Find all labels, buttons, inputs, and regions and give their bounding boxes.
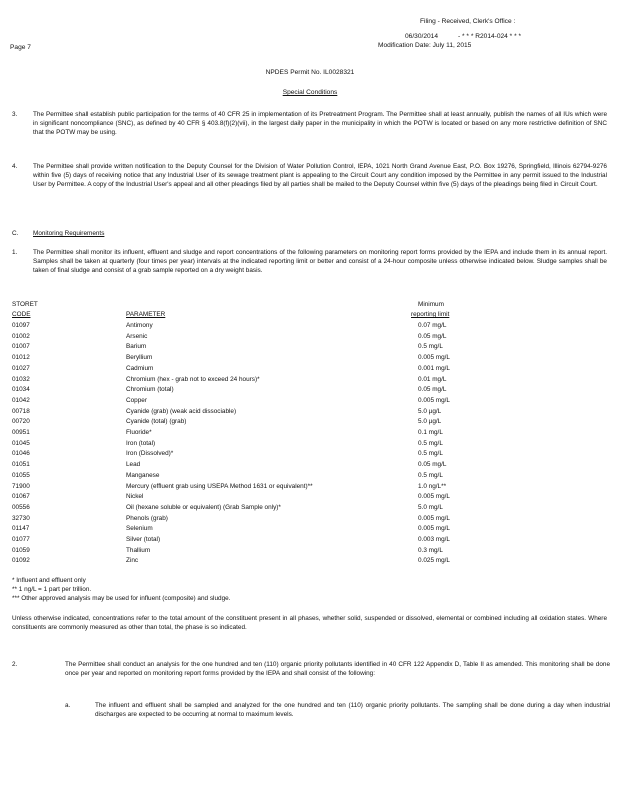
parameter-name: Fluoride*: [126, 429, 152, 436]
parameter-name: Cadmium: [126, 364, 154, 372]
table-row: [0, 482, 620, 491]
storet-code: 01042: [12, 396, 30, 404]
stamp-id: - * * * R2014-024 * * *: [458, 33, 522, 40]
parameter-name: Zinc: [126, 557, 139, 565]
header-parameter: PARAMETER: [126, 311, 166, 318]
storet-code: 00720: [12, 418, 30, 426]
subparagraph-letter: a.: [65, 702, 71, 709]
reporting-limit: 0.05 mg/L: [418, 386, 447, 394]
storet-code: 01077: [12, 536, 30, 543]
parameter-name: Iron (total): [126, 439, 156, 447]
storet-code: 01045: [12, 439, 30, 447]
table-row: [0, 514, 620, 523]
storet-code: 01046: [12, 450, 30, 458]
storet-code: 00718: [12, 407, 30, 415]
storet-code: 01051: [12, 461, 30, 469]
table-row: [0, 556, 620, 565]
filing-stamp: Filing - Received, Clerk's Office :: [420, 18, 516, 25]
footnote: * Influent and effluent only: [12, 577, 86, 584]
storet-code: 00951: [12, 429, 30, 436]
parameter-name: Chromium (total): [126, 386, 174, 394]
header-storet: STORET: [12, 301, 38, 308]
storet-code: 01034: [12, 386, 30, 394]
reporting-limit: 1.0 ng/L**: [418, 482, 447, 490]
table-row: [0, 460, 620, 469]
subparagraph-a: The influent and effluent shall be sampled and analyzed for the one hundred and ten (110) organic priority pollutants. The sampling shall be done during a day when industrial discharges are expected to be occurring at normal to maximum levels.: [95, 702, 610, 719]
page-number: Page 7: [10, 44, 31, 51]
table-row: [0, 471, 620, 480]
table-row: [0, 407, 620, 416]
table-row: [0, 428, 620, 437]
paragraph-number: 3.: [12, 111, 18, 118]
storet-code: 01055: [12, 471, 30, 479]
header-reporting-limit: reporting limit: [411, 311, 450, 318]
reporting-limit: 0.3 mg/L: [418, 546, 443, 554]
parameter-name: Silver (total): [126, 536, 161, 543]
reporting-limit: 0.005 mg/L: [418, 354, 450, 362]
parameter-name: Antimony: [126, 322, 153, 329]
parameter-name: Mercury (effluent grab using USEPA Method 1631 or equivalent)**: [126, 482, 313, 490]
storet-code: 01092: [12, 557, 30, 565]
reporting-limit: 5.0 µg/L: [418, 407, 442, 415]
section-letter: C.: [12, 230, 19, 237]
reporting-limit: 0.5 mg/L: [418, 343, 443, 351]
reporting-limit: 0.5 mg/L: [418, 450, 443, 458]
reporting-limit: 0.07 mg/L: [418, 322, 447, 329]
parameter-name: Copper: [126, 396, 147, 404]
table-row: [0, 492, 620, 501]
parameter-name: Oil (hexane soluble or equivalent) (Grab Sample only)*: [126, 503, 281, 511]
storet-code: 32730: [12, 514, 30, 522]
reporting-limit: 0.003 mg/L: [418, 536, 450, 543]
reporting-limit: 0.1 mg/L: [418, 429, 443, 436]
reporting-limit: 0.5 mg/L: [418, 471, 443, 479]
parameter-name: Nickel: [126, 493, 144, 501]
parameter-name: Phenols (grab): [126, 514, 168, 522]
footnote: ** 1 ng/L = 1 part per trillion.: [12, 586, 92, 593]
reporting-limit: 0.005 mg/L: [418, 525, 450, 533]
table-row: [0, 385, 620, 394]
table-row: [0, 546, 620, 555]
table-row: [0, 449, 620, 458]
reporting-limit: 0.005 mg/L: [418, 493, 450, 501]
reporting-limit: 0.005 mg/L: [418, 396, 450, 404]
parameter-name: Chromium (hex - grab not to exceed 24 hours)*: [126, 375, 260, 383]
table-row: [0, 364, 620, 373]
paragraph-number: 1.: [12, 249, 18, 256]
paragraph-number: 2.: [12, 661, 18, 668]
reporting-limit: 5.0 mg/L: [418, 503, 443, 511]
table-row: [0, 524, 620, 533]
concentration-note: Unless otherwise indicated, concentrations refer to the total amount of the constituent present in all phases, whether solid, suspended or dissolved, elemental or combined including all oxidation states. Where constituents are commonly measured as other than total, the phase is so indicated.: [12, 615, 607, 632]
storet-code: 01007: [12, 343, 30, 351]
storet-code: 71900: [12, 482, 30, 490]
reporting-limit: 0.01 mg/L: [418, 375, 447, 383]
reporting-limit: 0.001 mg/L: [418, 364, 450, 372]
table-row: [0, 503, 620, 512]
table-row: [0, 439, 620, 448]
parameter-name: Iron (Dissolved)*: [126, 450, 174, 458]
header-minimum: Minimum: [418, 301, 444, 308]
storet-code: 01002: [12, 332, 30, 340]
parameter-name: Cyanide (total) (grab): [126, 418, 187, 426]
reporting-limit: 0.05 mg/L: [418, 332, 447, 340]
storet-code: 01097: [12, 322, 30, 329]
parameter-name: Beryllium: [126, 354, 153, 362]
special-conditions-title: Special Conditions: [282, 89, 338, 96]
storet-code: 01059: [12, 546, 30, 554]
reporting-limit: 5.0 µg/L: [418, 418, 442, 426]
storet-code: 01147: [12, 525, 30, 533]
storet-code: 01032: [12, 375, 30, 383]
parameter-name: Lead: [126, 461, 141, 469]
paragraph-4: The Permittee shall provide written notification to the Deputy Counsel for the Division of Water Pollution Control, IEPA, 1021 North Grand Avenue East, P.O. Box 19276, Springfield, Illinois 62794-9276 within five (5) days of receiving notice that any Industrial User of its sewage treatment plant is appealing to the Circuit Court any condition imposed by the Permittee in any permit issued to the Industrial User by Permittee. A copy of the Industrial User's appeal and all other pleadings filed by all parties shall be mailed to the Deputy Counsel within five (5) days of the pleadings being filed in Circuit Court.: [33, 163, 607, 189]
table-row: [0, 353, 620, 362]
parameter-name: Manganese: [126, 471, 160, 479]
footnote: *** Other approved analysis may be used for influent (composite) and sludge.: [12, 595, 231, 602]
parameter-name: Thallium: [126, 546, 151, 554]
table-row: [0, 396, 620, 405]
reporting-limit: 0.05 mg/L: [418, 461, 447, 469]
modification-date: Modification Date: July 11, 2015: [378, 42, 472, 49]
parameter-name: Cyanide (grab) (weak acid dissociable): [126, 407, 237, 415]
storet-code: 01012: [12, 354, 30, 362]
storet-code: 01067: [12, 493, 30, 501]
storet-code: 00556: [12, 503, 30, 511]
table-row: [0, 535, 620, 544]
table-row: [0, 321, 620, 330]
reporting-limit: 0.5 mg/L: [418, 439, 443, 447]
header-code: CODE: [12, 311, 31, 318]
paragraph-1: The Permittee shall monitor its influent, effluent and sludge and report concentrations of the following parameters on monitoring report forms provided by the IEPA and include them in its annual report. Samples shall be taken at quarterly (four times per year) intervals at the indicated reporting limit or better and consist of a 24-hour composite unless otherwise indicated below. Sludge samples shall be taken of final sludge and consist of a grab sample reported on a dry weight basis.: [33, 249, 607, 275]
parameter-name: Barium: [126, 343, 147, 351]
table-row: [0, 332, 620, 341]
paragraph-number: 4.: [12, 163, 18, 170]
permit-number: NPDES Permit No. IL0028321: [265, 69, 355, 76]
stamp-date: 06/30/2014: [405, 33, 439, 40]
parameter-name: Selenium: [126, 525, 153, 533]
table-row: [0, 375, 620, 384]
parameter-name: Arsenic: [126, 332, 148, 340]
reporting-limit: 0.025 mg/L: [418, 557, 450, 565]
storet-code: 01027: [12, 364, 30, 372]
table-row: [0, 417, 620, 426]
paragraph-3: The Permittee shall establish public participation for the terms of 40 CFR 25 in implementation of its Pretreatment Program. The Permittee shall at least annually, publish the names of all IUs which were in significant noncompliance (SNC), as defined by 40 CFR § 403.8(f)(2)(vii), in the largest daily paper in the municipality in which the POTW is located or based on any more restrictive definition of SNC that the POTW may be using.: [33, 111, 607, 137]
table-row: [0, 342, 620, 351]
reporting-limit: 0.005 mg/L: [418, 514, 450, 522]
section-title: Monitoring Requirements: [33, 230, 105, 237]
paragraph-2: The Permittee shall conduct an analysis for the one hundred and ten (110) organic priority pollutants identified in 40 CFR 122 Appendix D, Table II as amended. This monitoring shall be done once per year and reported on monitoring report forms provided by the IEPA and shall consist of the following:: [65, 661, 610, 678]
